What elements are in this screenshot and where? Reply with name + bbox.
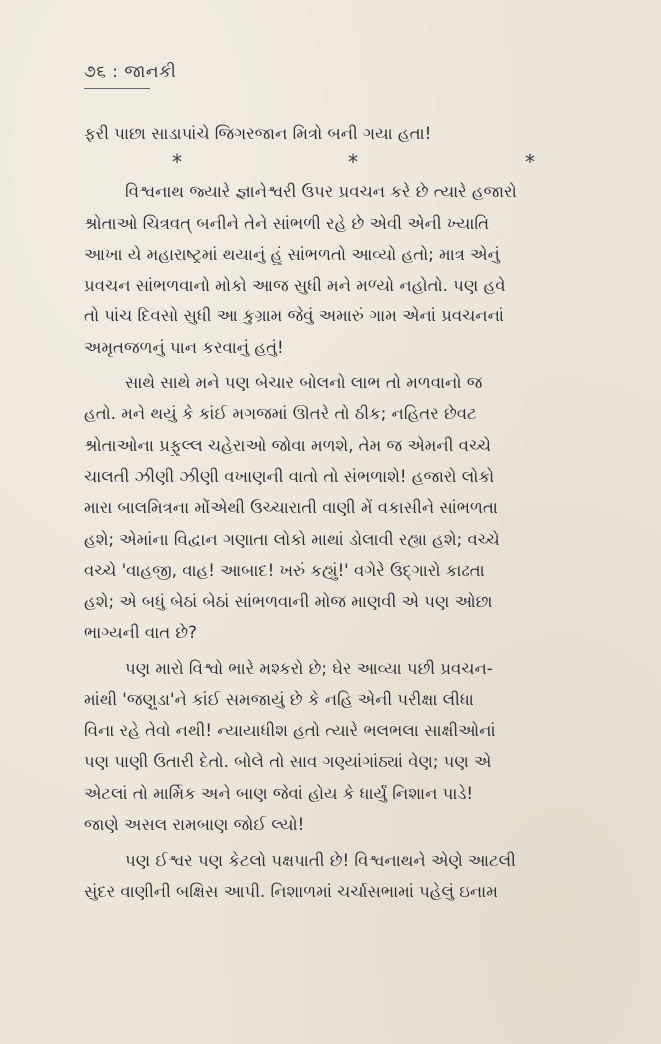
running-head: ૭૬ : જાનકી bbox=[84, 62, 177, 82]
text-line: અમૃતજળનું પાન કરવાનું હતું! bbox=[84, 338, 284, 357]
text-line: પણ પાણી ઉતારી દેતો. બોલે તો સાવ ગણ્યાંગાંઠ્યાં વેણ; પણ એ bbox=[84, 752, 492, 771]
text-line: વિના રહે તેવો નથી! ન્યાયાધીશ હતો ત્યારે ભલભલા સાક્ષીઓનાં bbox=[84, 721, 496, 740]
text-line: હશે; એમાંના વિદ્વાન ગણાતા લોકો માથાં ડોલાવી રહ્યા હશે; વચ્ચે bbox=[84, 530, 500, 549]
paragraph-first-line: પણ ઈશ્વર પણ કેટલો પક્ષપાતી છે! વિશ્વનાથને એણે આટલી bbox=[125, 851, 516, 870]
separator-asterisk: * bbox=[172, 150, 182, 174]
text-line: શ્રોતાઓ ચિત્રવત્ બનીને તેને સાંભળી રહે છે એવી એની ખ્યાતિ bbox=[84, 214, 490, 233]
separator-asterisk: * bbox=[525, 150, 535, 174]
paragraph-first-line: પણ મારો વિશ્વો ભારે મશ્કરો છે; ઘેર આવ્યા પછી પ્રવચન- bbox=[125, 659, 493, 678]
text-line: શ્રોતાઓના પ્રફુલ્લ ચહેરાઓ જોવા મળશે, તેમ જ એમની વચ્ચે bbox=[84, 436, 492, 455]
text-line: પ્રવચન સાંભળવાનો મોકો આજ સુધી મને મળ્યો નહોતો. પણ હવે bbox=[84, 276, 506, 295]
text-line: વચ્ચે 'વાહજી, વાહ! આબાદ! ખરું કહ્યું!' વગેરે ઉદ્ગારો કાઢતા bbox=[84, 561, 485, 580]
text-line: માંથી 'જણુડા'ને કાંઈ સમજાયું છે કે નહિ એની પરીક્ષા લીધા bbox=[84, 690, 474, 709]
text-line: આખા યે મહારાષ્ટ્રમાં થયાનું હું સાંભળતો આવ્યો હતો; માત્ર એનું bbox=[84, 245, 500, 264]
text-line: ભાગ્યની વાત છે? bbox=[84, 623, 197, 642]
paragraph-first-line: સાથે સાથે મને પણ બેચાર બોલનો લાભ તો મળવાનો જ bbox=[125, 373, 483, 392]
paragraph-first-line: વિશ્વનાથ જ્યારે જ્ઞાનેશ્વરી ઉપર પ્રવચન કરે છે ત્યારે હજારો bbox=[125, 182, 517, 201]
text-line: જાણે અસલ રામબાણ જોઈ લ્યો! bbox=[84, 815, 305, 834]
text-line: મારા બાલમિત્રના મોંએથી ઉચ્ચારાતી વાણી મેં વકાસીને સાંભળતા bbox=[84, 498, 498, 517]
text-line: સુંદર વાણીની બક્ષિસ આપી. નિશાળમાં ચર્ચાસભામાં પહેલું ઇનામ bbox=[84, 882, 498, 901]
text-line: ચાલતી ઝીણી ઝીણી વખાણની વાતો તો સંભળાશે! હજારો લોકો bbox=[84, 467, 495, 486]
header-underline bbox=[84, 88, 150, 89]
text-line: હતો. મને થયું કે કાંઈ મગજમાં ઊતરે તો ઠીક; નહિતર છેવટ bbox=[84, 404, 477, 423]
text-line: એટલાં તો માર્મિક અને બાણ જેવાં હોય કે ધાર્યું નિશાન પાડે! bbox=[84, 784, 474, 803]
text-line: ફરી પાછા સાડાપાંચે જિગરજાન મિત્રો બની ગયા હતા! bbox=[84, 124, 432, 143]
text-line: તો પાંચ દિવસો સુધી આ કુગ્રામ જેવું અમારું ગામ એનાં પ્રવચનનાં bbox=[84, 306, 504, 325]
separator-asterisk: * bbox=[348, 150, 358, 174]
section-separator bbox=[0, 150, 661, 174]
text-line: હશે; એ બધું બેઠાં બેઠાં સાંભળવાની મોજ માણવી એ પણ ઓછા bbox=[84, 592, 493, 611]
